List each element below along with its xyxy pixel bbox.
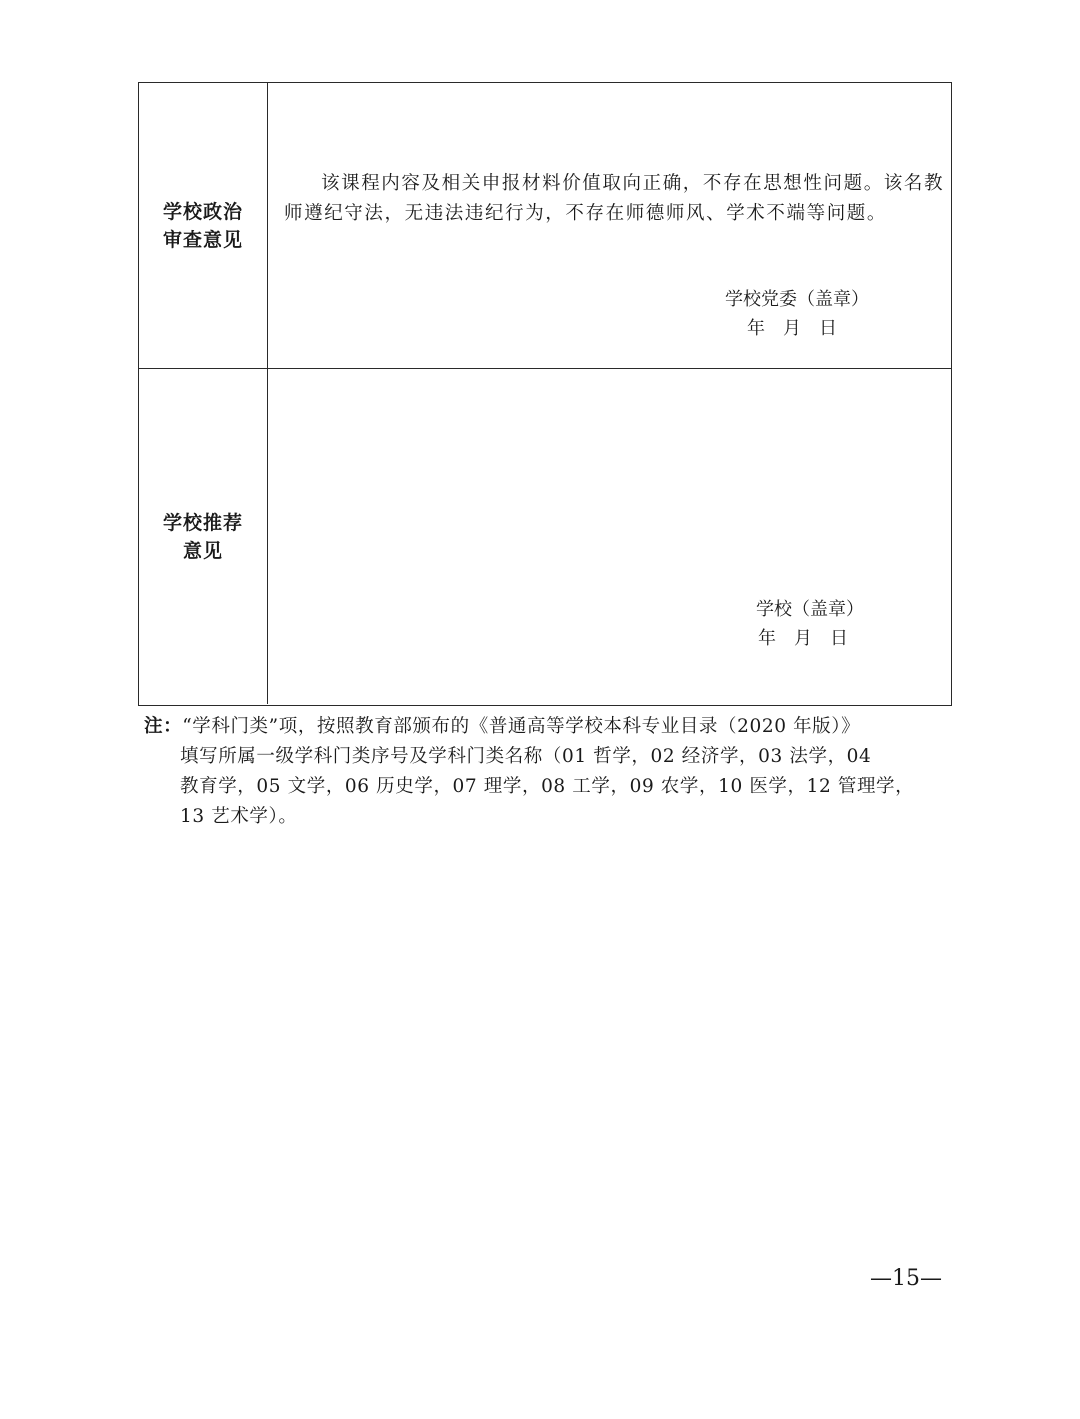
review-form-table bbox=[138, 82, 952, 706]
footnote-line-2: 填写所属一级学科门类序号及学科门类名称（01 哲学，02 经济学，03 法学，04 bbox=[180, 746, 872, 767]
footnote-label: 注： bbox=[144, 716, 183, 737]
school-recommendation-date-line: 年 月 日 bbox=[758, 628, 848, 649]
footnote-text-1: “学科门类”项，按照教育部颁布的《普通高等学校本科专业目录（2020 年版）》 bbox=[182, 716, 861, 737]
political-review-date-line: 年 月 日 bbox=[747, 318, 837, 339]
row-label-school-recommendation bbox=[153, 509, 253, 565]
party-committee-seal-line: 学校党委（盖章） bbox=[725, 289, 869, 310]
row-label-line-2: 意见 bbox=[182, 539, 223, 562]
label-cell-political-review bbox=[139, 83, 268, 368]
table-row-school-recommendation bbox=[139, 369, 951, 704]
row-label-line-1: 学校推荐 bbox=[162, 511, 243, 534]
content-cell-school-recommendation bbox=[268, 369, 951, 704]
school-seal-line: 学校（盖章） bbox=[756, 599, 864, 620]
page-number: —15— bbox=[870, 1266, 942, 1291]
footnote-line-4: 13 艺术学）。 bbox=[180, 806, 298, 827]
table-row-political-review bbox=[139, 83, 951, 369]
footnote-line-1 bbox=[144, 712, 950, 742]
row-label-line-1: 学校政治 bbox=[162, 200, 243, 223]
footnote-line-3: 教育学，05 文学，06 历史学，07 理学，08 工学，09 农学，10 医学，12 管理学， bbox=[180, 776, 915, 797]
political-review-opinion: 该课程内容及相关申报材料价值取向正确，不存在思想性问题。该名教师遵纪守法，无违法违纪行为，不存在师德师风、学术不端等问题。 bbox=[284, 173, 945, 224]
row-label-line-2: 审查意见 bbox=[162, 228, 243, 251]
footnote bbox=[144, 712, 950, 832]
label-cell-school-recommendation bbox=[139, 369, 268, 704]
row-label-political-review bbox=[153, 198, 253, 254]
content-cell-political-review bbox=[268, 83, 951, 368]
